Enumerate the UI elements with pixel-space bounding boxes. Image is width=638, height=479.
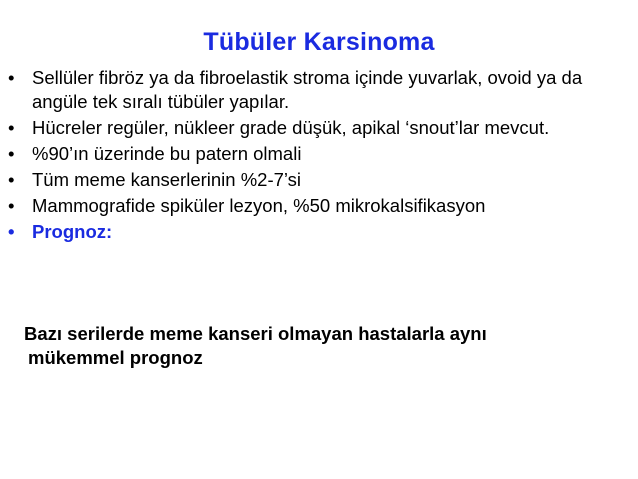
bullet-list xyxy=(8,66,608,246)
prognoz-heading: Prognoz: xyxy=(32,221,113,242)
bullet-icon: • xyxy=(8,143,15,164)
prognoz-note-line2: mükemmel prognoz xyxy=(28,347,203,368)
bullet-text: Mammografide spiküler lezyon, %50 mikrokalsifikasyon xyxy=(32,195,486,216)
slide-title: Tübüler Karsinoma xyxy=(203,28,435,56)
list-item xyxy=(8,168,608,192)
list-item-prognoz xyxy=(8,220,608,244)
bullet-text: Sellüler fibröz ya da fibroelastik stroma içinde yuvarlak, ovoid ya da angüle tek sıralı tübüler yapılar. xyxy=(32,67,583,112)
bullet-icon: • xyxy=(8,221,15,242)
bullet-icon: • xyxy=(8,67,15,88)
bullet-text: Hücreler regüler, nükleer grade düşük, apikal ‘snout’lar mevcut. xyxy=(32,117,550,138)
list-item xyxy=(8,142,608,166)
bullet-text: Tüm meme kanserlerinin %2-7’si xyxy=(32,169,302,190)
bullet-icon: • xyxy=(8,117,15,138)
list-item xyxy=(8,116,608,140)
list-item xyxy=(8,194,608,218)
bullet-text: %90’ın üzerinde bu patern olmali xyxy=(32,143,302,164)
bullet-icon: • xyxy=(8,195,15,216)
prognoz-note xyxy=(24,322,584,370)
list-item xyxy=(8,66,608,114)
prognoz-note-line1: Bazı serilerde meme kanseri olmayan hastalarla aynı xyxy=(24,323,487,344)
bullet-icon: • xyxy=(8,169,15,190)
